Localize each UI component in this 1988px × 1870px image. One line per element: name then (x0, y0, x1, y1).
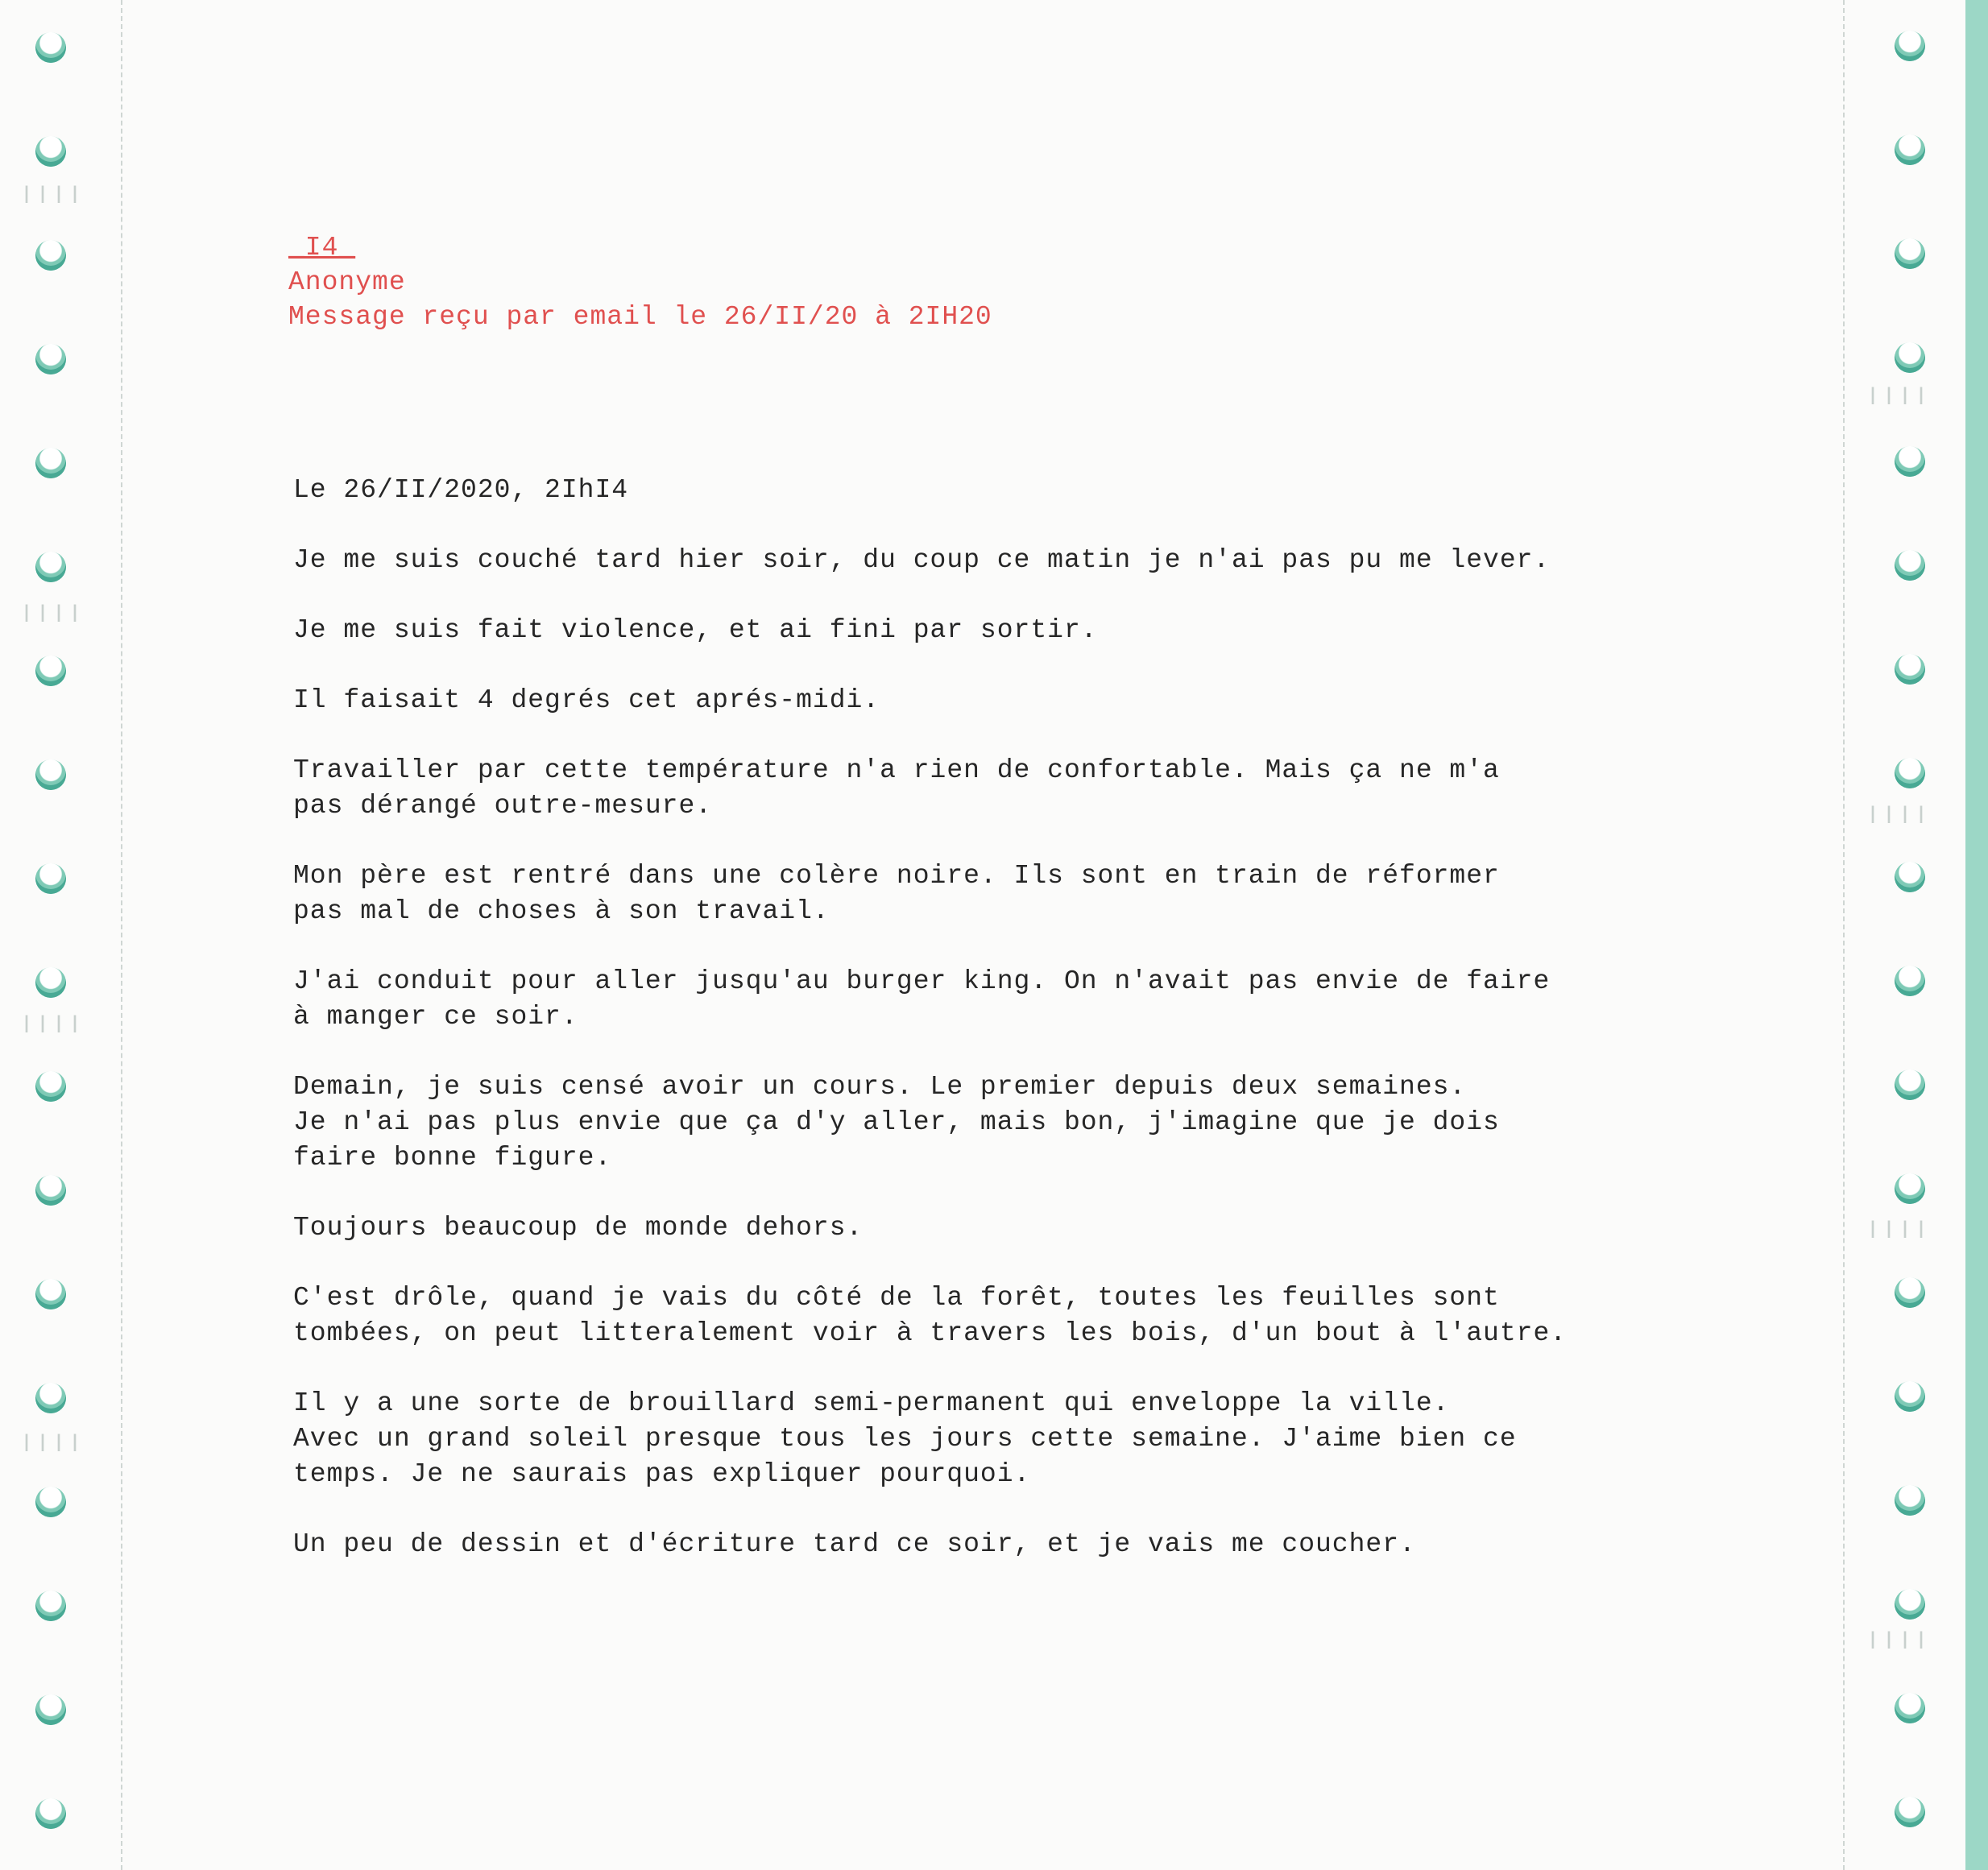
letter-date: Le 26/II/2020, 2IhI4 (293, 475, 629, 505)
tractor-hole (1895, 758, 1925, 788)
tractor-hole (35, 1383, 66, 1413)
tractor-hole (35, 240, 66, 271)
perforation-tick-marks: ǀǀǀǀ (1866, 804, 1931, 831)
tractor-hole (35, 448, 66, 478)
perforation-tick-marks: ǀǀǀǀ (1866, 1629, 1931, 1657)
paragraph: Mon père est rentré dans une colère noire. Ils sont en train de réformer pas mal de choses à son travail. (293, 861, 1500, 926)
letter-body (293, 473, 1646, 1597)
tractor-hole (35, 1071, 66, 1102)
tractor-hole (35, 1798, 66, 1829)
tractor-hole (35, 1487, 66, 1517)
tractor-hole (35, 656, 66, 686)
tractor-hole (1895, 654, 1925, 685)
tractor-hole (1895, 1069, 1925, 1100)
tractor-hole (1895, 446, 1925, 477)
tractor-hole (35, 1591, 66, 1621)
paragraph: C'est drôle, quand je vais du côté de la forêt, toutes les feuilles sont tombées, on peut litteralement voir à travers les bois, d'un bout à l'autre. (293, 1283, 1568, 1348)
perforation-tick-marks: ǀǀǀǀ (19, 1432, 85, 1459)
sender-name: Anonyme (288, 267, 406, 297)
tractor-hole (35, 863, 66, 894)
tractor-hole (1895, 31, 1925, 61)
paragraph: J'ai conduit pour aller jusqu'au burger king. On n'avait pas envie de faire à manger ce soir. (293, 966, 1551, 1032)
tractor-hole (1895, 1381, 1925, 1412)
tractor-hole (1895, 1485, 1925, 1516)
document-header (288, 230, 992, 334)
paragraph: Travailler par cette température n'a rien de confortable. Mais ça ne m'a pas dérangé outre-mesure. (293, 755, 1500, 821)
tractor-hole (1895, 1693, 1925, 1723)
right-perforation-line (1843, 0, 1845, 1870)
tractor-hole (35, 967, 66, 998)
tractor-hole (1895, 1589, 1925, 1620)
perforation-tick-marks: ǀǀǀǀ (19, 602, 85, 630)
paragraph: Il faisait 4 degrés cet aprés-midi. (293, 685, 880, 715)
perforation-tick-marks: ǀǀǀǀ (19, 1013, 85, 1040)
tractor-hole (1895, 238, 1925, 269)
perforation-tick-marks: ǀǀǀǀ (1866, 1218, 1931, 1246)
document-number: _I4_ (288, 233, 356, 263)
tractor-hole (35, 136, 66, 167)
tractor-hole (1895, 134, 1925, 165)
paragraph: Je me suis couché tard hier soir, du coup ce matin je n'ai pas pu me lever. (293, 545, 1551, 575)
tractor-hole (1895, 1277, 1925, 1308)
paragraph: Il y a une sorte de brouillard semi-permanent qui enveloppe la ville. Avec un grand soleil presque tous les jours cette semaine. J'aime bien ce temps. Je ne saurais pas expliquer pourquoi. (293, 1388, 1517, 1489)
paragraph: Je me suis fait violence, et ai fini par sortir. (293, 615, 1098, 645)
tractor-hole (1895, 862, 1925, 892)
paragraph: Toujours beaucoup de monde dehors. (293, 1213, 864, 1243)
tractor-hole (1895, 1173, 1925, 1204)
tractor-hole (1895, 1797, 1925, 1827)
paragraph: Un peu de dessin et d'écriture tard ce soir, et je vais me coucher. (293, 1529, 1416, 1559)
received-line: Message reçu par email le 26/II/20 à 2IH20 (288, 302, 992, 332)
tractor-hole (35, 1694, 66, 1725)
tractor-hole (35, 1279, 66, 1309)
tractor-hole (35, 344, 66, 374)
tractor-hole (35, 1175, 66, 1206)
paragraph: Demain, je suis censé avoir un cours. Le premier depuis deux semaines. Je n'ai pas plus envie que ça d'y aller, mais bon, j'imagine que je dois faire bonne figure. (293, 1072, 1500, 1173)
tractor-hole (1895, 342, 1925, 373)
tractor-hole (1895, 550, 1925, 581)
right-paper-edge (1965, 0, 1988, 1870)
tractor-hole (1895, 966, 1925, 996)
left-perforation-line (121, 0, 122, 1870)
perforation-tick-marks: ǀǀǀǀ (1866, 385, 1931, 412)
tractor-hole (35, 759, 66, 790)
perforation-tick-marks: ǀǀǀǀ (19, 184, 85, 211)
tractor-hole (35, 552, 66, 582)
tractor-hole (35, 32, 66, 63)
